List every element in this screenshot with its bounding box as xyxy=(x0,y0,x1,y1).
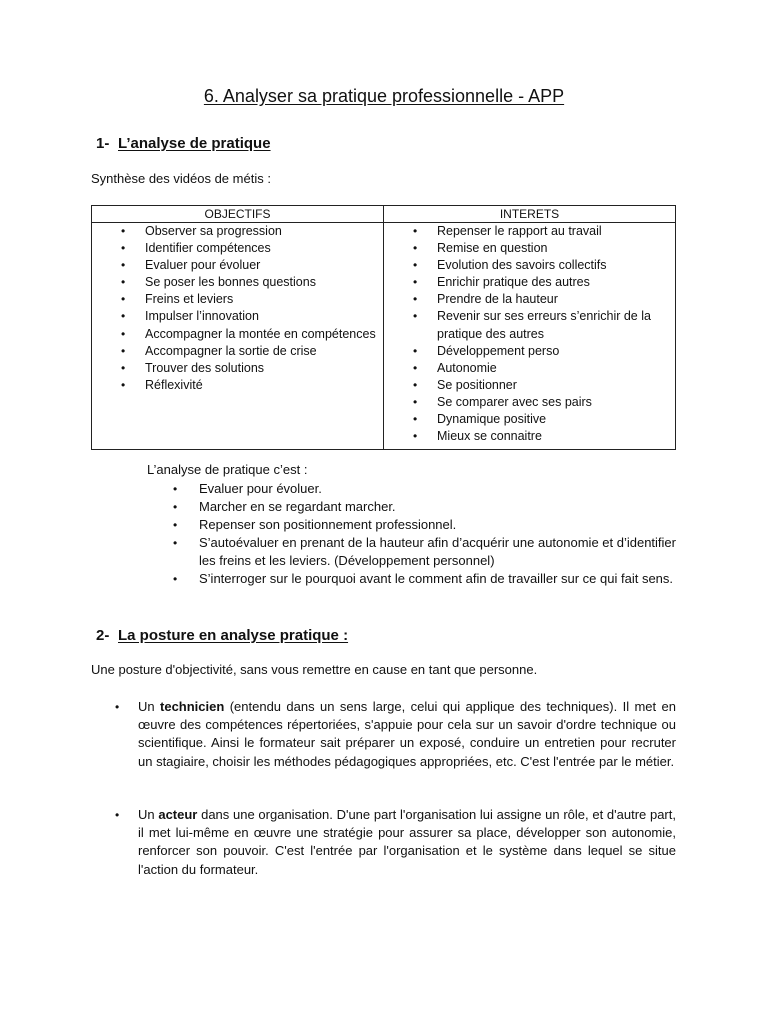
list-item-text: S’autoévaluer en prenant de la hauteur afin d’acquérir une autonomie et d’identifier les freins et les leviers. (Développement personnel) xyxy=(199,535,676,568)
bullet-icon: • xyxy=(413,429,418,444)
list-item-text: Identifier compétences xyxy=(145,241,271,256)
list-item xyxy=(92,343,383,360)
list-item-text: Réflexivité xyxy=(145,377,203,392)
bullet-icon: • xyxy=(121,377,126,392)
bullet-icon: • xyxy=(413,394,418,409)
bullet-icon: • xyxy=(413,343,418,358)
list-item-text: Prendre de la hauteur xyxy=(437,292,558,307)
bullet-icon: • xyxy=(413,241,418,256)
definition-list xyxy=(147,480,676,588)
list-item xyxy=(92,377,383,394)
list-item-text: Evaluer pour évoluer xyxy=(145,258,261,273)
list-item xyxy=(384,394,675,411)
list-item xyxy=(384,274,675,291)
bullet-icon: • xyxy=(173,500,178,514)
synthese-label: Synthèse des vidéos de métis : xyxy=(91,171,271,186)
paragraph-prefix: Un xyxy=(138,807,159,822)
posture-intro: Une posture d'objectivité, sans vous remettre en cause en tant que personne. xyxy=(91,662,538,677)
section-2-number: 2- xyxy=(96,627,110,644)
list-item xyxy=(384,428,675,445)
bullet-icon: • xyxy=(121,326,126,341)
bullet-icon: • xyxy=(413,309,418,324)
bullet-icon: • xyxy=(413,360,418,375)
list-item-text: Développement perso xyxy=(437,343,560,358)
list-item-text: Evolution des savoirs collectifs xyxy=(437,258,607,273)
list-item xyxy=(384,291,675,308)
list-item xyxy=(147,480,676,498)
list-item xyxy=(92,360,383,377)
list-item xyxy=(92,308,383,325)
list-item-text: S’interroger sur le pourquoi avant le comment afin de travailler sur ce qui fait sens. xyxy=(199,571,674,586)
paragraph-technicien xyxy=(115,698,676,771)
list-item xyxy=(384,257,675,274)
paragraph-prefix: Un xyxy=(138,699,161,714)
list-item xyxy=(92,291,383,308)
table-header-interets: INTERETS xyxy=(384,206,676,223)
section-1-number: 1- xyxy=(96,135,110,152)
bullet-icon: • xyxy=(121,292,126,307)
bullet-icon: • xyxy=(121,258,126,273)
objectifs-cell xyxy=(92,223,384,450)
list-item-text: Dynamique positive xyxy=(437,412,547,427)
list-item-text: Se positionner xyxy=(437,377,517,392)
list-item-text: Enrichir pratique des autres xyxy=(437,275,590,290)
list-item-text: Evaluer pour évoluer. xyxy=(199,481,322,496)
list-item xyxy=(384,411,675,428)
bullet-icon: • xyxy=(413,292,418,307)
section-2-title: La posture en analyse pratique : xyxy=(118,627,349,644)
list-item-text: Repenser son positionnement professionnel. xyxy=(199,517,457,532)
section-2-heading xyxy=(96,627,348,644)
interets-cell xyxy=(384,223,676,450)
bullet-icon: • xyxy=(121,343,126,358)
definition-intro: L’analyse de pratique c’est : xyxy=(147,462,308,477)
table-header-objectifs: OBJECTIFS xyxy=(92,206,384,223)
list-item-text: Remise en question xyxy=(437,241,548,256)
bullet-icon: • xyxy=(115,700,120,714)
list-item xyxy=(92,326,383,343)
list-item xyxy=(384,377,675,394)
bullet-icon: • xyxy=(413,275,418,290)
bullet-icon: • xyxy=(173,518,178,532)
bullet-icon: • xyxy=(115,808,120,822)
bullet-icon: • xyxy=(413,224,418,238)
list-item-text: Marcher en se regardant marcher. xyxy=(199,499,396,514)
bullet-icon: • xyxy=(121,224,126,238)
list-item xyxy=(384,223,675,240)
list-item xyxy=(92,274,383,291)
list-item xyxy=(147,498,676,516)
bullet-icon: • xyxy=(413,377,418,392)
interets-list xyxy=(384,223,675,445)
list-item xyxy=(92,223,383,240)
list-item-text: Autonomie xyxy=(437,360,497,375)
bullet-icon: • xyxy=(121,360,126,375)
objectifs-list xyxy=(92,223,383,394)
list-item xyxy=(92,257,383,274)
list-item-text: Repenser le rapport au travail xyxy=(437,224,602,238)
list-item-text: Impulser l’innovation xyxy=(145,309,259,324)
bullet-icon: • xyxy=(173,572,178,586)
objectifs-interets-table xyxy=(91,205,676,450)
paragraph-keyword: technicien xyxy=(160,699,225,714)
paragraph-body: (entendu dans un sens large, celui qui applique des techniques). Il met en œuvre des compétences répertoriées, s'appuie pour cela sur un savoir d'ordre technique ou scientifique. Ainsi le formateur sait préparer un exposé, conduire un entretien pour recruter un stagiaire, choisir les méthodes pédagogiques appropriées, etc. C'est l'entrée par le métier. xyxy=(138,699,676,769)
list-item-text: Mieux se connaitre xyxy=(437,429,542,444)
bullet-icon: • xyxy=(121,275,126,290)
list-item xyxy=(384,343,675,360)
list-item xyxy=(384,240,675,257)
list-item-text: Accompagner la montée en compétences xyxy=(145,326,376,341)
list-item-text: Revenir sur ses erreurs s’enrichir de la pratique des autres xyxy=(437,309,651,341)
list-item-text: Se poser les bonnes questions xyxy=(145,275,316,290)
page-title: 6. Analyser sa pratique professionnelle - APP xyxy=(203,86,565,106)
section-1-heading xyxy=(96,135,271,152)
list-item xyxy=(384,360,675,377)
list-item xyxy=(92,240,383,257)
bullet-icon: • xyxy=(413,258,418,273)
bullet-icon: • xyxy=(173,482,178,496)
bullet-icon: • xyxy=(121,241,126,256)
bullet-icon: • xyxy=(173,536,178,550)
list-item-text: Observer sa progression xyxy=(145,224,282,238)
list-item xyxy=(147,534,676,570)
bullet-icon: • xyxy=(413,412,418,427)
list-item xyxy=(147,516,676,534)
list-item-text: Trouver des solutions xyxy=(145,360,265,375)
list-item xyxy=(147,570,676,588)
paragraph-keyword: acteur xyxy=(158,807,198,822)
list-item-text: Accompagner la sortie de crise xyxy=(145,343,317,358)
bullet-icon: • xyxy=(121,309,126,324)
paragraph-acteur xyxy=(115,806,676,879)
section-1-title: L’analyse de pratique xyxy=(118,135,271,152)
paragraph-body: dans une organisation. D'une part l'organisation lui assigne un rôle, et d'autre part, il met lui-même en œuvre une stratégie pour assurer sa place, développer son autonomie, renforcer son pouvoir. C'est l'entrée par l'organisation et le système dans lequel se situe l'action du formateur. xyxy=(138,807,676,877)
list-item-text: Se comparer avec ses pairs xyxy=(437,394,592,409)
list-item-text: Freins et leviers xyxy=(145,292,234,307)
list-item xyxy=(384,308,675,342)
